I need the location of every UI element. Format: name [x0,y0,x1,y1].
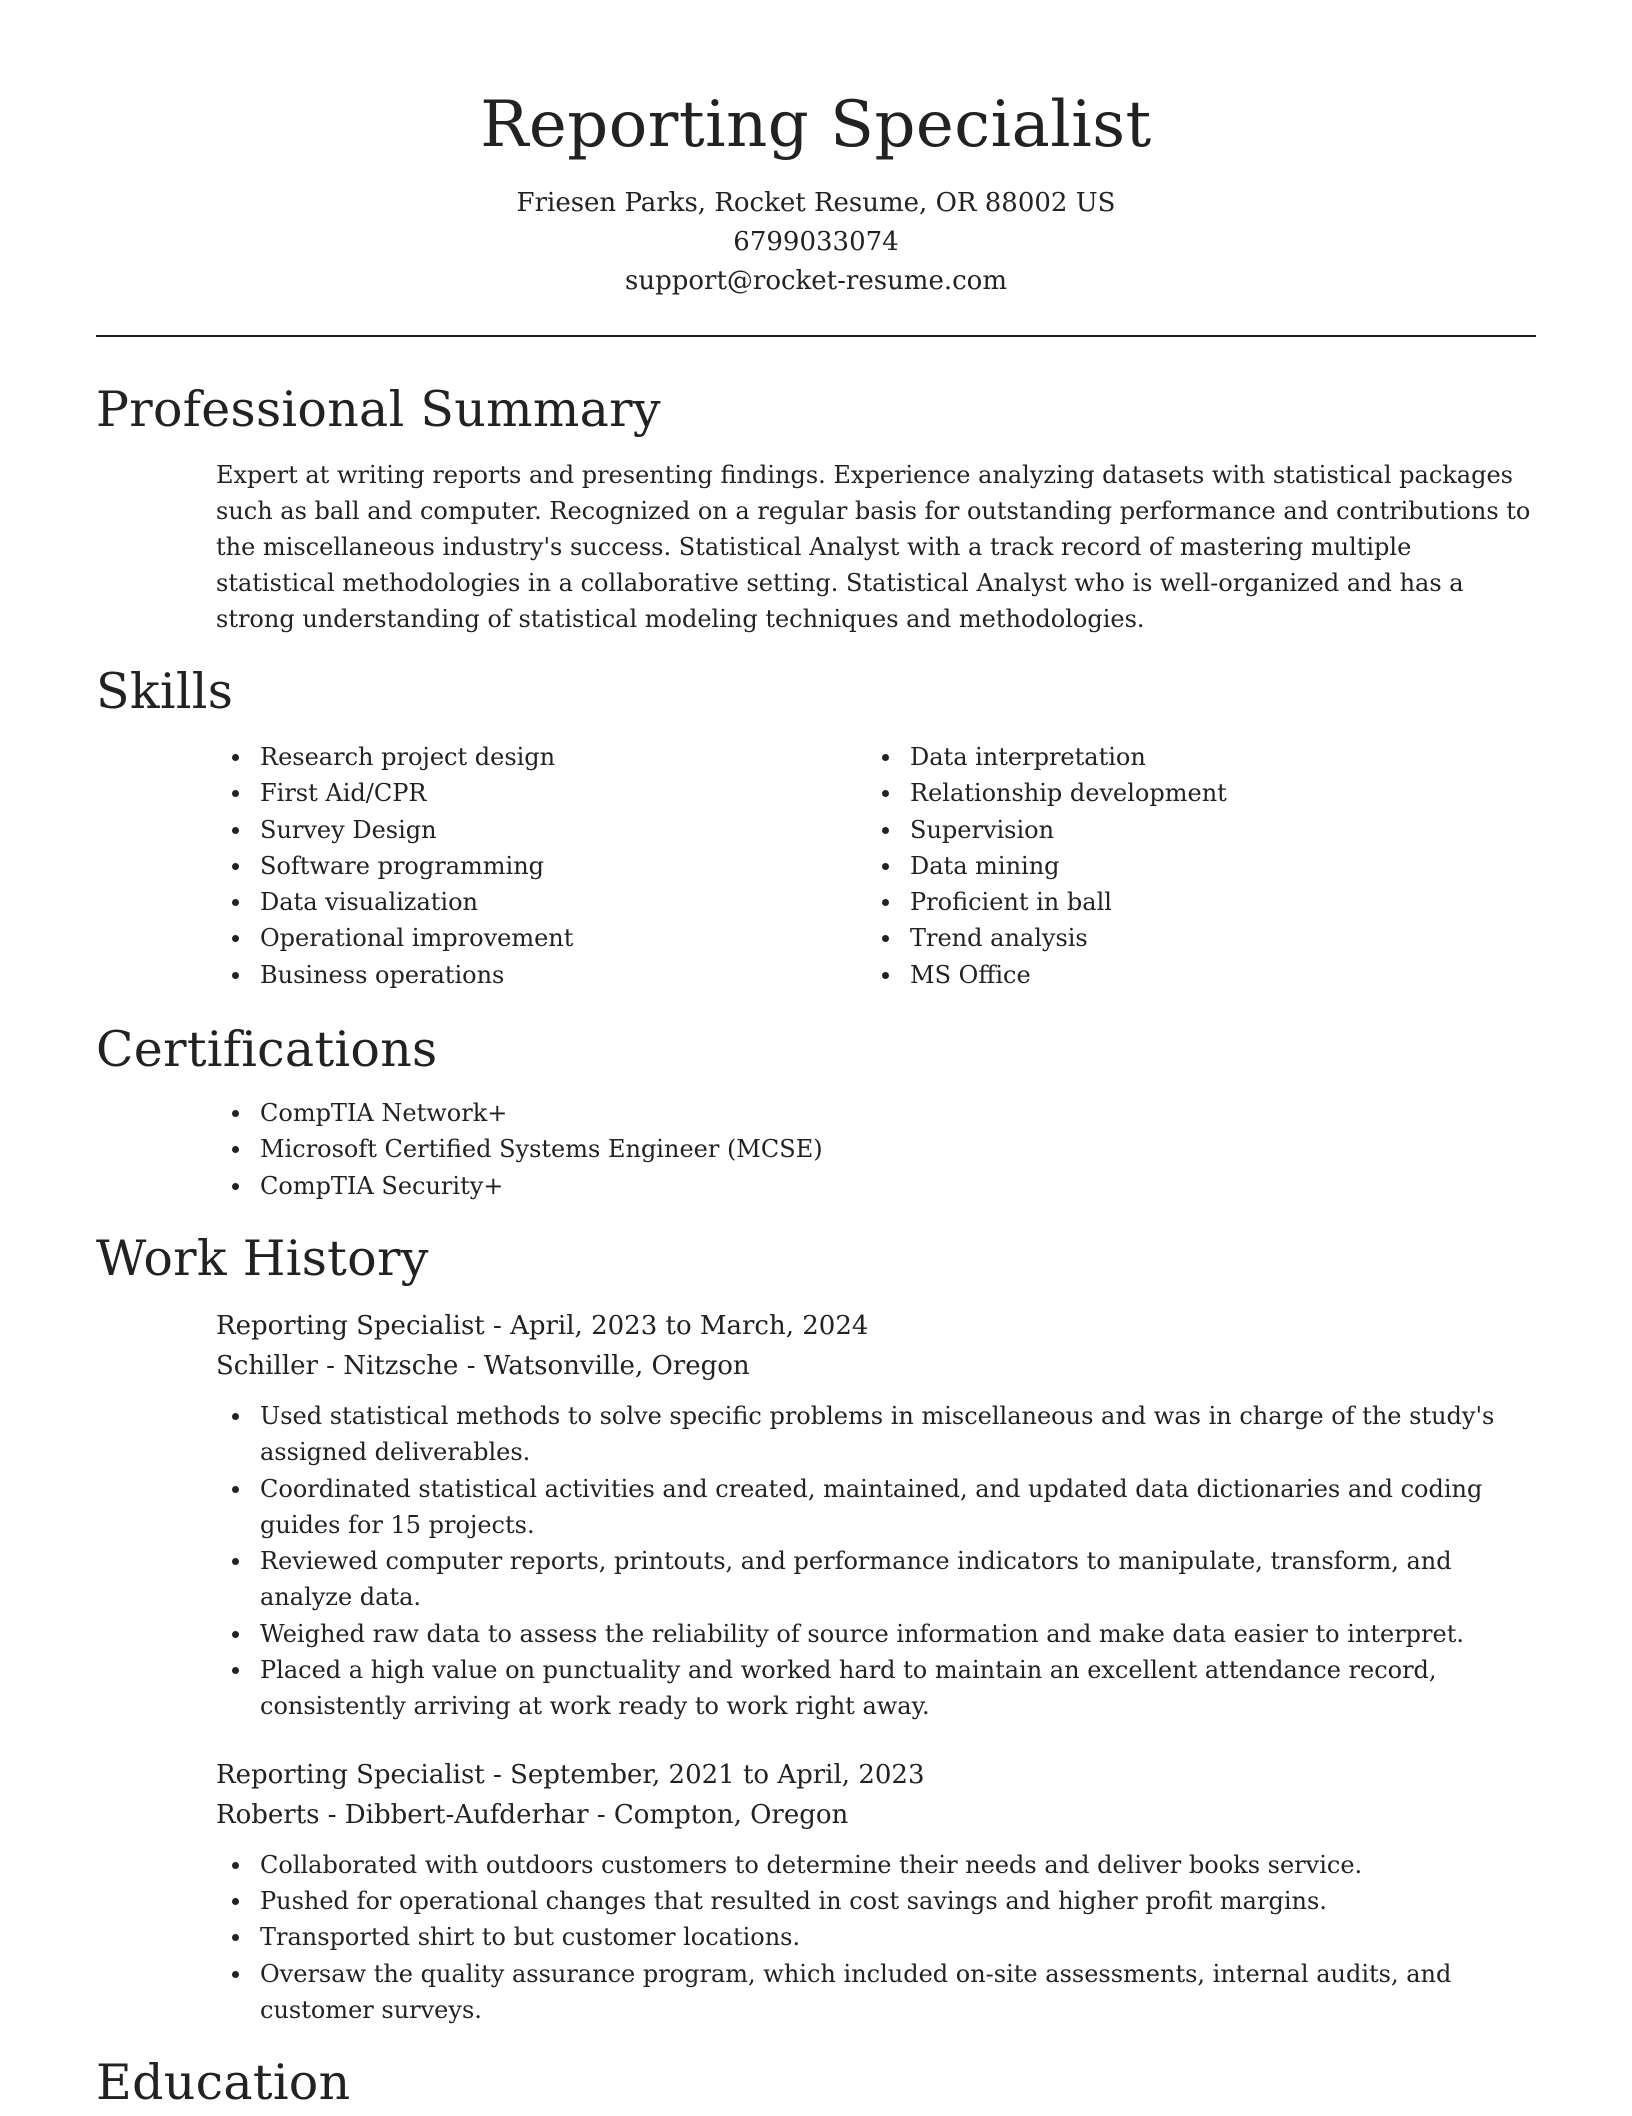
skill-item: Proficient in ball [746,884,1396,920]
job-title-line [216,1306,1536,1346]
job-bullet: Placed a high value on punctuality and worked hard to maintain an excellent attendance record, consistently arriving at work ready to work right away. [216,1652,1536,1725]
skill-item: Survey Design [96,812,746,848]
job-bullet: Used statistical methods to solve specific problems in miscellaneous and was in charge of the study's assigned deliverables. [216,1398,1536,1471]
skill-item: Supervision [746,812,1396,848]
skill-item: Operational improvement [96,920,746,956]
skill-item: First Aid/CPR [96,775,746,811]
job-role: Reporting Specialist [216,1759,485,1790]
skill-item: Trend analysis [746,920,1396,956]
skill-item: Data interpretation [746,739,1396,775]
job-location: - Watsonville, Oregon [458,1350,750,1381]
skill-item: Relationship development [746,775,1396,811]
job-bullet: Collaborated with outdoors customers to determine their needs and deliver books service. [216,1847,1536,1883]
job-title-line [216,1755,1536,1795]
certifications-section [96,1017,1536,1204]
contact-email: support@rocket-resume.com [624,266,1007,296]
skills-list-left [96,739,746,993]
job-bullet: Reviewed computer reports, printouts, and performance indicators to manipulate, transform, and analyze data. [216,1543,1536,1616]
resume-page [96,0,1536,2116]
job-entry [216,1755,1536,2028]
header-divider [96,335,1536,337]
candidate-name: Reporting Specialist [480,88,1152,162]
skills-list-right [746,739,1396,993]
education-section [96,2050,1536,2116]
job-dates: - September, 2021 to April, 2023 [484,1759,925,1790]
job-company: Schiller - Nitzsche [216,1350,459,1381]
summary-section [96,377,1536,637]
job-bullets [216,1398,1536,1725]
job-entry [216,1306,1536,1725]
job-bullet: Pushed for operational changes that resulted in cost savings and higher profit margins. [216,1883,1536,1919]
education-heading: Education [96,2054,351,2112]
work-history-section [96,1226,1536,2028]
job-company-line [216,1795,1536,1835]
skill-item: Research project design [96,739,746,775]
job-dates: - April, 2023 to March, 2024 [484,1310,869,1341]
certification-item: CompTIA Security+ [96,1168,1536,1204]
resume-header [96,0,1536,301]
certification-item: Microsoft Certified Systems Engineer (MCSE) [96,1131,1536,1167]
job-company-line [216,1346,1536,1386]
work-history-heading: Work History [96,1229,429,1287]
skills-grid [96,739,1536,993]
contact-address: Friesen Parks, Rocket Resume, OR 88002 US [516,188,1116,218]
certification-item: CompTIA Network+ [96,1095,1536,1131]
job-company: Roberts - Dibbert-Aufderhar [216,1799,589,1830]
job-bullet: Transported shirt to but customer locations. [216,1919,1536,1955]
contact-phone: 6799033074 [733,227,899,257]
job-role: Reporting Specialist [216,1310,485,1341]
skills-section [96,659,1536,993]
summary-text: Expert at writing reports and presenting findings. Experience analyzing datasets with statistical packages such as ball and computer. Recognized on a regular basis for outstanding performance and contributions to the miscellaneous industry's success. Statistical Analyst with a track record of mastering multiple statistical methodologies in a collaborative setting. Statistical Analyst who is well-organized and has a strong understanding of statistical modeling techniques and methodologies. [216,461,1531,633]
job-bullets [216,1847,1536,2028]
skill-item: Software programming [96,848,746,884]
skill-item: Data visualization [96,884,746,920]
certifications-list [96,1095,1536,1204]
skill-item: MS Office [746,957,1396,993]
certifications-heading: Certifications [96,1021,438,1079]
skill-item: Data mining [746,848,1396,884]
skill-item: Business operations [96,957,746,993]
job-location: - Compton, Oregon [588,1799,849,1830]
job-bullet: Coordinated statistical activities and created, maintained, and updated data dictionaries and coding guides for 15 projects. [216,1471,1536,1544]
skills-heading: Skills [96,663,234,720]
job-bullet: Oversaw the quality assurance program, which included on-site assessments, internal audits, and customer surveys. [216,1956,1536,2029]
job-bullet: Weighed raw data to assess the reliability of source information and make data easier to interpret. [216,1616,1536,1652]
summary-heading: Professional Summary [96,381,661,438]
